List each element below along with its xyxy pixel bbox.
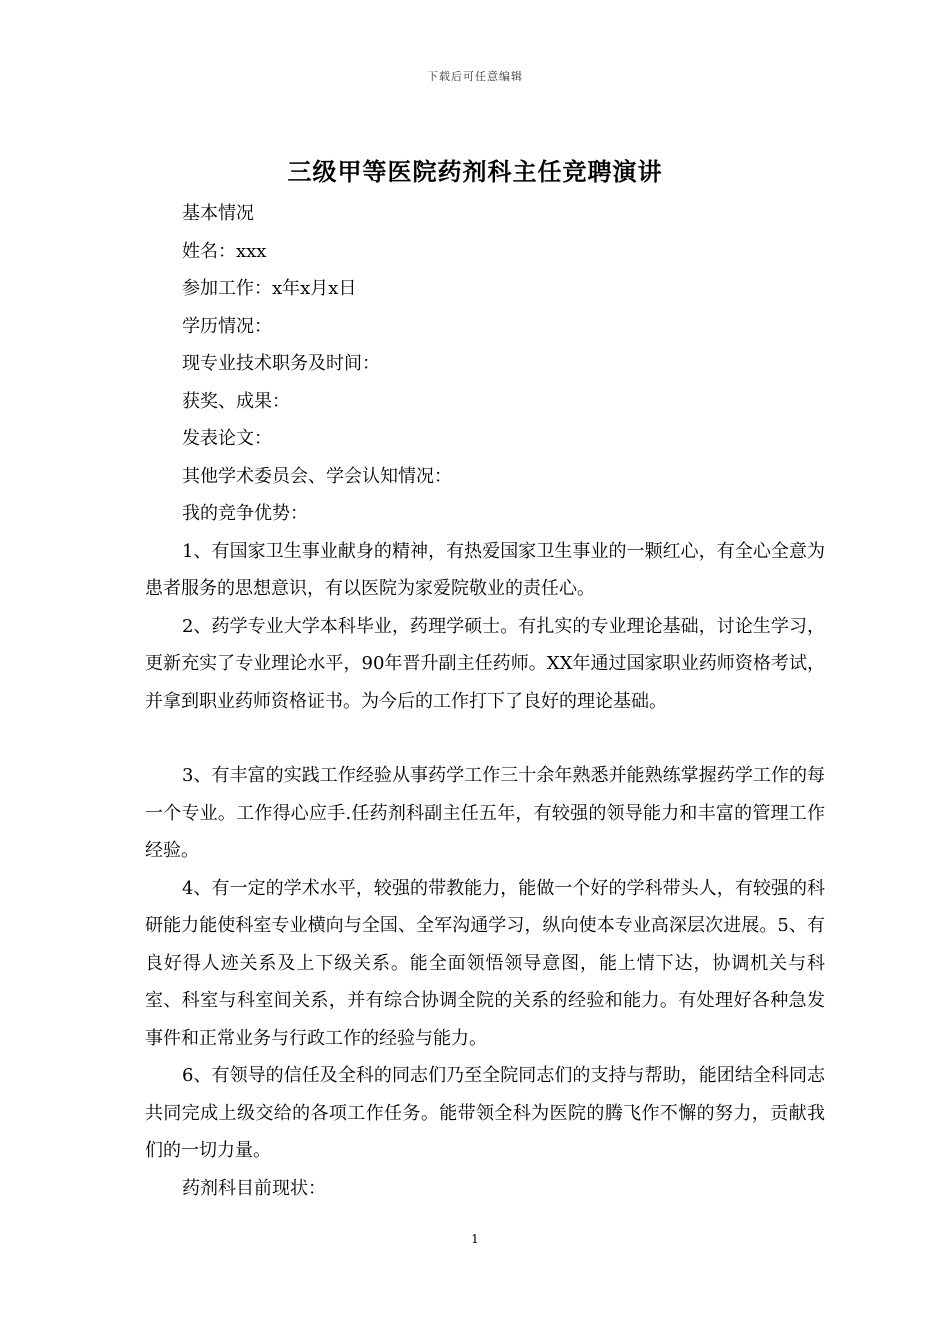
paragraph-2: 2、药学专业大学本科毕业，药理学硕士。有扎实的专业理论基础，讨论生学习，更新充实了专业理论水平，90年晋升副主任药师。XX年通过国家职业药师资格考试，并拿到职业药师资格证书。为今后的工作打下了良好的理论基础。 [145, 615, 825, 712]
line-education: 学历情况： [182, 315, 272, 337]
line-basic-info: 基本情况 [182, 203, 254, 224]
document-body [145, 195, 825, 1207]
paragraph-1: 1、有国家卫生事业献身的精神，有热爱国家卫生事业的一颗红心，有全心全意为患者服务的思想意识，有以医院为家爱院敬业的责任心。 [145, 540, 825, 599]
line-position: 现专业技术职务及时间： [182, 353, 380, 374]
header-note: 下载后可任意编辑 [427, 70, 523, 83]
page-number: 1 [471, 1232, 479, 1246]
paragraph-gap [145, 720, 825, 757]
line-committees: 其他学术委员会、学会认知情况： [182, 465, 452, 487]
line-name: 姓名：xxx [182, 240, 267, 262]
paragraph-4: 4、有一定的学术水平，较强的带教能力，能做一个好的学科带头人，有较强的科研能力能使科室专业横向与全国、全军沟通学习，纵向使本专业高深层次进展。5、有良好得人迹关系及上下级关系。能全面领悟领导意图，能上情下达，协调机关与科室、科室与科室间关系，并有综合协调全院的关系的经验和能力。有处理好各种急发事件和正常业务与行政工作的经验与能力。 [145, 877, 825, 1049]
line-advantages: 我的竞争优势： [182, 503, 308, 524]
line-papers: 发表论文： [182, 428, 272, 449]
paragraph-6: 6、有领导的信任及全科的同志们乃至全院同志们的支持与帮助，能团结全科同志共同完成上级交给的各项工作任务。能带领全科为医院的腾飞作不懈的努力，贡献我们的一切力量。 [145, 1065, 825, 1161]
paragraph-3: 3、有丰富的实践工作经验从事药学工作三十余年熟悉并能熟练掌握药学工作的每一个专业。工作得心应手.任药剂科副主任五年，有较强的领导能力和丰富的管理工作经验。 [145, 765, 825, 861]
line-work-start: 参加工作：x年x月x日 [182, 278, 357, 299]
line-awards: 获奖、成果： [182, 390, 290, 412]
document-title: 三级甲等医院药剂科主任竞聘演讲 [287, 157, 663, 186]
line-current-status: 药剂科目前现状： [182, 1177, 326, 1199]
